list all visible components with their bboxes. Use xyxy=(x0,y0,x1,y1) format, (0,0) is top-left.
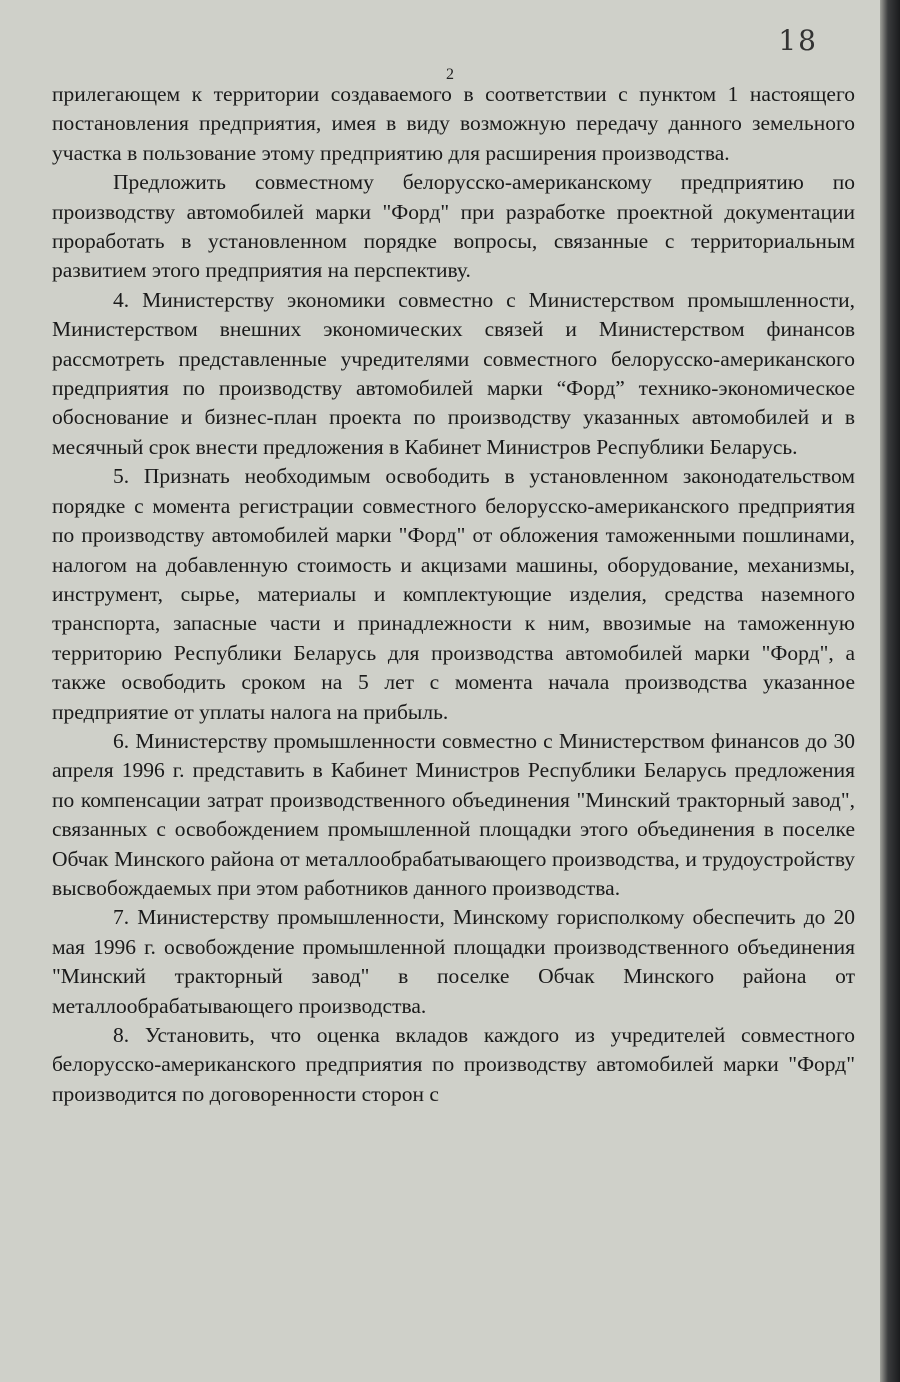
paragraph-item-6: 6. Министерству промышленности совместно с Министерством финансов до 30 апреля 1996 г. представить в Кабинет Министров Республики Беларусь предложения по компенсации затрат производственного объединения "Минский тракторный завод", связанных с освобождением промышленной площадки этого объединения в поселке Обчак Минского района от металлообрабатывающего производства, и трудоустройству высвобождаемых при этом работников данного производства. xyxy=(52,728,855,900)
paragraph-item-5: 5. Признать необходимым освободить в установленном законодательством порядке с момента регистрации совместного белорусско-американского предприятия по производству автомобилей марки "Форд" от обложения таможенными пошлинами, налогом на добавленную стоимость и акцизами машины, оборудование, механизмы, инструмент, сырье, материалы и комплектующие изделия, средства наземного транспорта, запасные части и принадлежности к ним, ввозимые на таможенную территорию Республики Беларусь для производства автомобилей марки "Форд", а также освободить сроком на 5 лет с момента начала производства указанное предприятие от уплаты налога на прибыль. xyxy=(52,464,855,724)
scan-edge xyxy=(880,0,900,1382)
page-number: 2 xyxy=(446,66,454,83)
paragraph-item-7: 7. Министерству промышленности, Минскому горисполкому обеспечить до 20 мая 1996 г. освобождение промышленной площадки производственного объединения "Минский тракторный завод" в поселке Обчак Минского района от металлообрабатывающего производства. xyxy=(52,905,855,1018)
paragraph-item-8: 8. Установить, что оценка вкладов каждого из учредителей совместного белорусско-американского предприятия по производству автомобилей марки "Форд" производится по договоренности сторон с xyxy=(52,1023,855,1106)
paragraph-proposal: Предложить совместному белорусско-американскому предприятию по производству автомобилей марки "Форд" при разработке проектной документации проработать в установленном порядке вопросы, связанные с территориальным развитием этого предприятия на перспективу. xyxy=(52,170,855,283)
paragraph-item-4: 4. Министерству экономики совместно с Министерством промышленности, Министерством внешних экономических связей и Министерством финансов рассмотреть представленные учредителями совместного белорусско-американского предприятия по производству автомобилей марки “Форд” технико-экономическое обоснование и бизнес-план проекта по производству указанных автомобилей и в месячный срок внести предложения в Кабинет Министров Республики Беларусь. xyxy=(52,287,855,459)
archive-page-number: 18 xyxy=(778,24,818,57)
document-body xyxy=(52,80,855,1109)
paragraph-continuation: прилегающем к территории создаваемого в соответствии с пунктом 1 настоящего постановления предприятия, имея в виду возможную передачу данного земельного участка в пользование этому предприятию для расширения производства. xyxy=(52,82,855,165)
